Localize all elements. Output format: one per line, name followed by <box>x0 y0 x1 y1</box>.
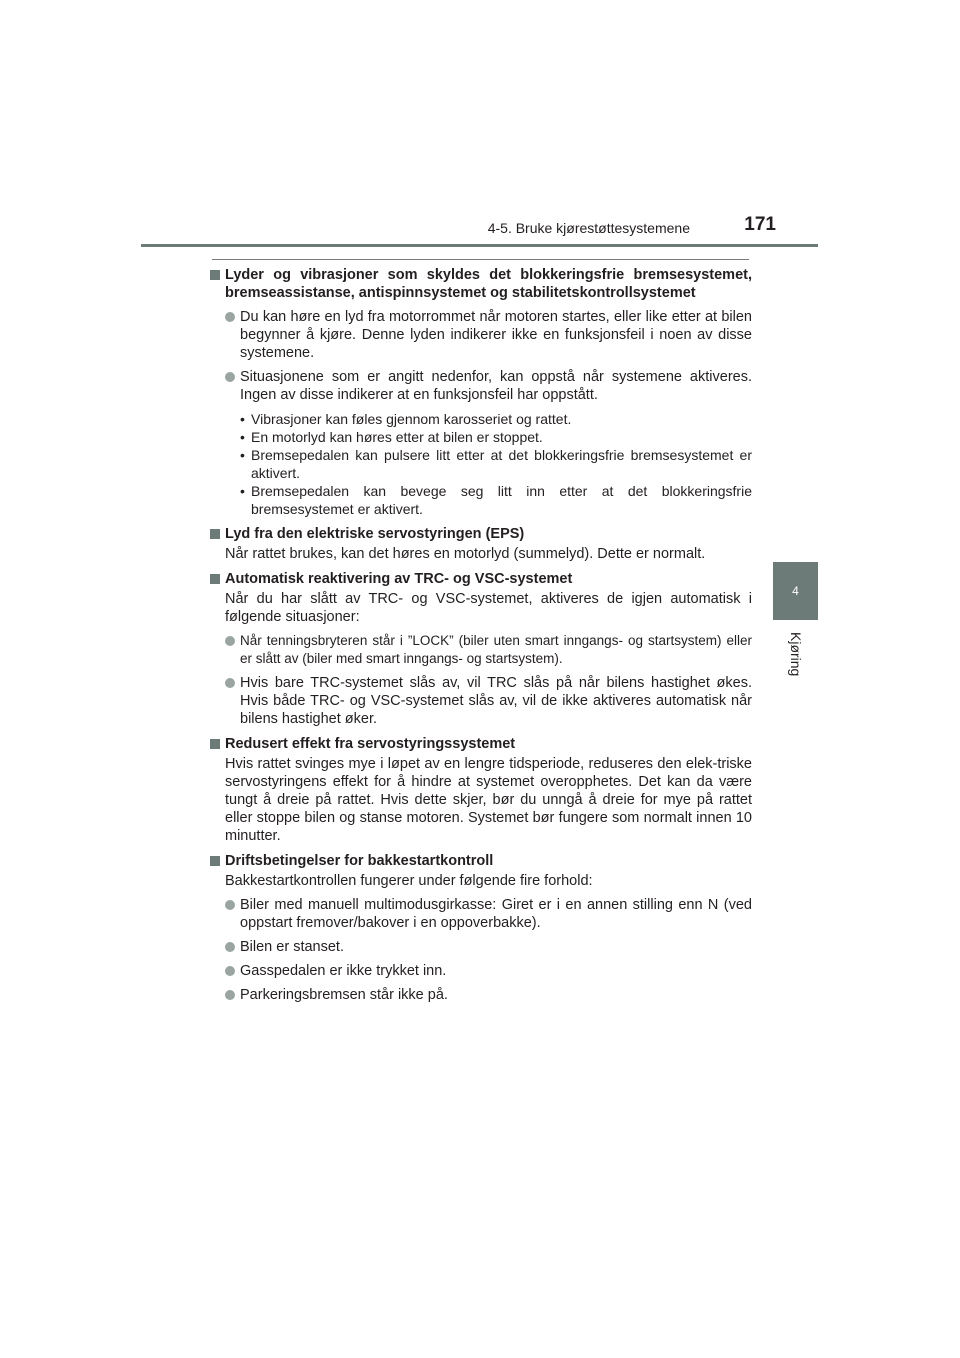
page-content <box>210 266 752 1011</box>
section-title: 4-5. Bruke kjørestøttesystemene <box>487 220 690 236</box>
sub-bullet-text: Bremsepedalen kan bevege seg litt inn etter at det blokkeringsfrie bremsesystemet er aktivert. <box>251 483 752 517</box>
round-bullet-icon <box>225 966 235 976</box>
section-text: Bakkestartkontrollen fungerer under følgende fire forhold: <box>225 873 593 889</box>
header-rule <box>141 244 818 247</box>
round-bullet-icon <box>225 312 235 322</box>
section-reduced-power-steering <box>210 735 752 845</box>
list-item-text: Situasjonene som er angitt nedenfor, kan oppstå når systemene aktiveres. Ingen av disse indikerer at en funksjonsfeil har oppstått. <box>240 369 752 403</box>
sub-bullet-text: Vibrasjoner kan føles gjennom karosseriet og rattet. <box>251 411 572 427</box>
round-bullet-icon <box>225 942 235 952</box>
section-heading: Lyder og vibrasjoner som skyldes det blokkeringsfrie bremsesystemet, bremseassistanse, antispinnsystemet og stabilitetskontrollsystemet <box>225 267 752 301</box>
section-text: Når du har slått av TRC- og VSC-systemet, aktiveres de igjen automatisk i følgende situasjoner: <box>225 591 752 625</box>
list-item <box>225 368 752 404</box>
page-number: 171 <box>744 214 776 235</box>
list-item-text: Parkeringsbremsen står ikke på. <box>240 987 448 1003</box>
bullet-dot-icon: • <box>240 447 245 463</box>
sub-bullet-item <box>240 428 752 446</box>
section-eps-sound <box>210 525 752 563</box>
square-bullet-icon <box>210 529 220 539</box>
sub-bullet-text: En motorlyd kan høres etter at bilen er stoppet. <box>251 429 543 445</box>
list-item <box>225 938 752 956</box>
chapter-label: Kjøring <box>788 632 804 677</box>
list-item <box>225 962 752 980</box>
section-heading: Automatisk reaktivering av TRC- og VSC-systemet <box>225 571 573 587</box>
section-heading: Redusert effekt fra servostyringssystemet <box>225 736 516 752</box>
section-hill-start-conditions <box>210 852 752 1004</box>
list-item-text: Biler med manuell multimodusgirkasse: Giret er i en annen stilling enn N (ved oppstart fremover/bakover i en oppoverbakke). <box>240 897 752 931</box>
list-item-text: Gasspedalen er ikke trykket inn. <box>240 963 447 979</box>
bullet-dot-icon: • <box>240 483 245 499</box>
round-bullet-icon <box>225 900 235 910</box>
square-bullet-icon <box>210 856 220 866</box>
round-bullet-icon <box>225 678 235 688</box>
square-bullet-icon <box>210 739 220 749</box>
list-item <box>225 632 752 668</box>
sub-bullet-text: Bremsepedalen kan pulsere litt etter at det blokkeringsfrie bremsesystemet er aktivert. <box>251 447 752 481</box>
list-item-text: Du kan høre en lyd fra motorrommet når motoren startes, eller like etter at bilen begynner å kjøre. Denne lyden indikerer ikke en funksjonsfeil i noen av disse systemene. <box>240 309 752 361</box>
section-text: Hvis rattet svinges mye i løpet av en lengre tidsperiode, reduseres den elek-triske servostyringens effekt for å hindre at systemet overopphetes. Det kan da være tungt å dreie på rattet. Hvis dette skjer, bør du unngå å dreie for mye på rattet eller stoppe bilen og stanse motoren. Systemet bør fungere som normalt innen 10 minutter. <box>225 756 752 844</box>
list-item <box>225 986 752 1004</box>
list-item <box>225 896 752 932</box>
section-heading: Lyd fra den elektriske servostyringen (EPS) <box>225 526 525 542</box>
list-item-text: Når tenningsbryteren står i ”LOCK” (biler uten smart inngangs- og startsystem) eller er slått av (biler med smart inngangs- og startsystem). <box>240 633 752 666</box>
round-bullet-icon <box>225 636 235 646</box>
sub-bullet-list <box>225 410 752 518</box>
bullet-dot-icon: • <box>240 429 245 445</box>
chapter-tab: 4 <box>773 562 818 620</box>
round-bullet-icon <box>225 990 235 1000</box>
sub-bullet-item <box>240 446 752 482</box>
square-bullet-icon <box>210 270 220 280</box>
list-item <box>225 308 752 362</box>
sub-bullet-item <box>240 482 752 518</box>
list-item-text: Bilen er stanset. <box>240 939 344 955</box>
bullet-dot-icon: • <box>240 411 245 427</box>
list-item <box>225 674 752 728</box>
round-bullet-icon <box>225 372 235 382</box>
sub-bullet-item <box>240 410 752 428</box>
section-text: Når rattet brukes, kan det høres en motorlyd (summelyd). Dette er normalt. <box>225 546 706 562</box>
section-heading: Driftsbetingelser for bakkestartkontroll <box>225 853 494 869</box>
section-trc-vsc-reactivation <box>210 570 752 728</box>
list-item-text: Hvis bare TRC-systemet slås av, vil TRC slås på når bilens hastighet økes. Hvis både TRC- og VSC-systemet slås av, vil de ikke aktiveres automatisk når bilens hastighet øker. <box>240 675 752 727</box>
square-bullet-icon <box>210 574 220 584</box>
section-sounds-vibrations <box>210 266 752 518</box>
content-top-rule <box>212 259 749 260</box>
